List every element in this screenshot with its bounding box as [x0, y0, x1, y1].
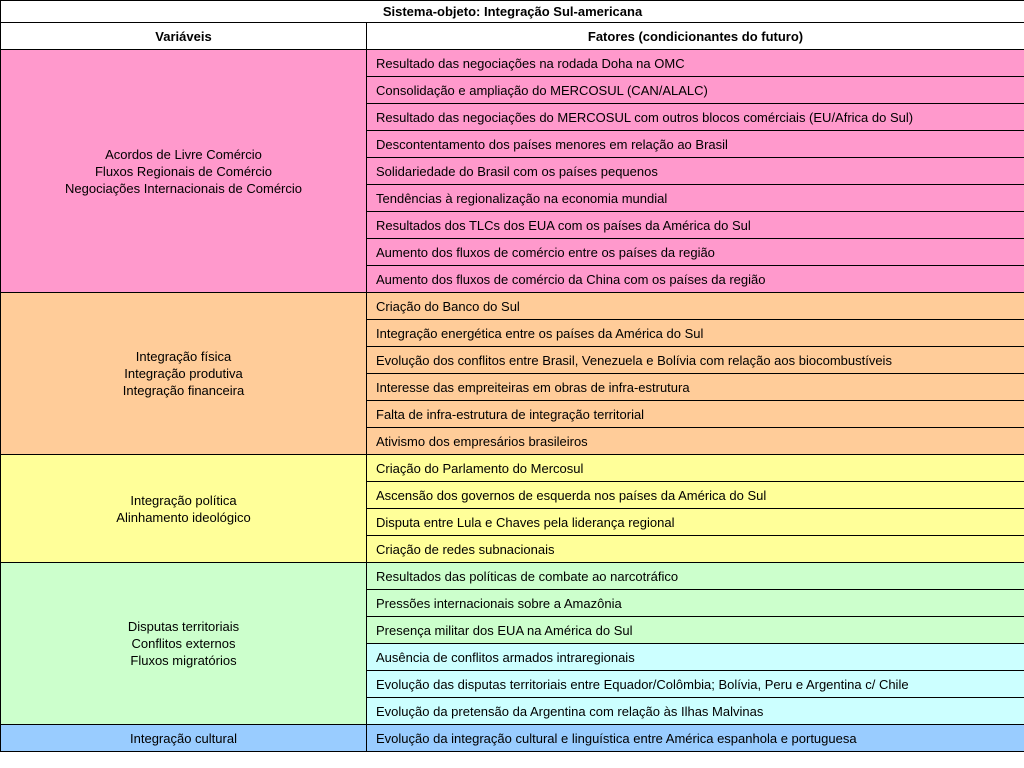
- factor-cell: Ascensão dos governos de esquerda nos países da América do Sul: [367, 482, 1024, 509]
- factor-cell: Presença militar dos EUA na América do Sul: [367, 617, 1024, 644]
- factor-cell: Criação de redes subnacionais: [367, 536, 1024, 563]
- table-row: [1, 455, 1024, 482]
- factor-cell: Evolução das disputas territoriais entre Equador/Colômbia; Bolívia, Peru e Argentina c/ Chile: [367, 671, 1024, 698]
- factor-cell: Ausência de conflitos armados intraregionais: [367, 644, 1024, 671]
- variables-cell: [1, 563, 367, 725]
- factor-cell: Solidariedade do Brasil com os países pequenos: [367, 158, 1024, 185]
- factor-cell: Evolução dos conflitos entre Brasil, Venezuela e Bolívia com relação aos biocombustíveis: [367, 347, 1024, 374]
- table-title: Sistema-objeto: Integração Sul-americana: [1, 1, 1024, 23]
- factor-cell: Tendências à regionalização na economia mundial: [367, 185, 1024, 212]
- variable-label: Negociações Internacionais de Comércio: [64, 180, 302, 196]
- factor-cell: Disputa entre Lula e Chaves pela liderança regional: [367, 509, 1024, 536]
- factor-cell: Evolução da integração cultural e linguística entre América espanhola e portuguesa: [367, 725, 1024, 752]
- factor-cell: Consolidação e ampliação do MERCOSUL (CAN/ALALC): [367, 77, 1024, 104]
- variable-label: Integração financeira: [122, 383, 245, 398]
- factor-cell: Criação do Banco do Sul: [367, 293, 1024, 320]
- variable-label: Integração produtiva: [124, 366, 243, 381]
- factor-cell: Evolução da pretensão da Argentina com relação às Ilhas Malvinas: [367, 698, 1024, 725]
- variables-cell: [1, 50, 367, 293]
- factor-cell: Descontentamento dos países menores em relação ao Brasil: [367, 131, 1024, 158]
- variable-label: Alinhamento ideológico: [116, 509, 251, 525]
- factor-cell: Aumento dos fluxos de comércio da China com os países da região: [367, 266, 1024, 293]
- variable-label: Integração política: [130, 492, 237, 508]
- factor-cell: Pressões internacionais sobre a Amazônia: [367, 590, 1024, 617]
- factor-cell: Resultados das políticas de combate ao narcotráfico: [367, 563, 1024, 590]
- variable-label: Disputas territoriais: [127, 619, 240, 634]
- table-body: [1, 50, 1024, 752]
- factor-cell: Interesse das empreiteiras em obras de infra-estrutura: [367, 374, 1024, 401]
- table-row: [1, 725, 1024, 752]
- variable-label: Integração física: [135, 349, 232, 364]
- variable-label: Acordos de Livre Comércio: [105, 146, 262, 162]
- factor-cell: Resultado das negociações na rodada Doha na OMC: [367, 50, 1024, 77]
- table-row: [1, 50, 1024, 77]
- variable-label: Fluxos Regionais de Comércio: [94, 163, 273, 179]
- factor-cell: Criação do Parlamento do Mercosul: [367, 455, 1024, 482]
- variable-label: Integração cultural: [130, 730, 237, 746]
- factor-cell: Falta de infra-estrutura de integração territorial: [367, 401, 1024, 428]
- factors-header: Fatores (condicionantes do futuro): [367, 23, 1024, 50]
- factor-cell: Resultados dos TLCs dos EUA com os países da América do Sul: [367, 212, 1024, 239]
- variable-label: Fluxos migratórios: [130, 653, 237, 668]
- factor-cell: Integração energética entre os países da América do Sul: [367, 320, 1024, 347]
- variables-cell: [1, 293, 367, 455]
- variables-header: Variáveis: [1, 23, 367, 50]
- variable-label: Conflitos externos: [131, 636, 236, 651]
- table-row: [1, 293, 1024, 320]
- table-row: [1, 563, 1024, 590]
- factor-cell: Resultado das negociações do MERCOSUL com outros blocos comérciais (EU/Africa do Sul): [367, 104, 1024, 131]
- factor-cell: Aumento dos fluxos de comércio entre os países da região: [367, 239, 1024, 266]
- variables-cell: [1, 725, 367, 752]
- variables-cell: [1, 455, 367, 563]
- factor-cell: Ativismo dos empresários brasileiros: [367, 428, 1024, 455]
